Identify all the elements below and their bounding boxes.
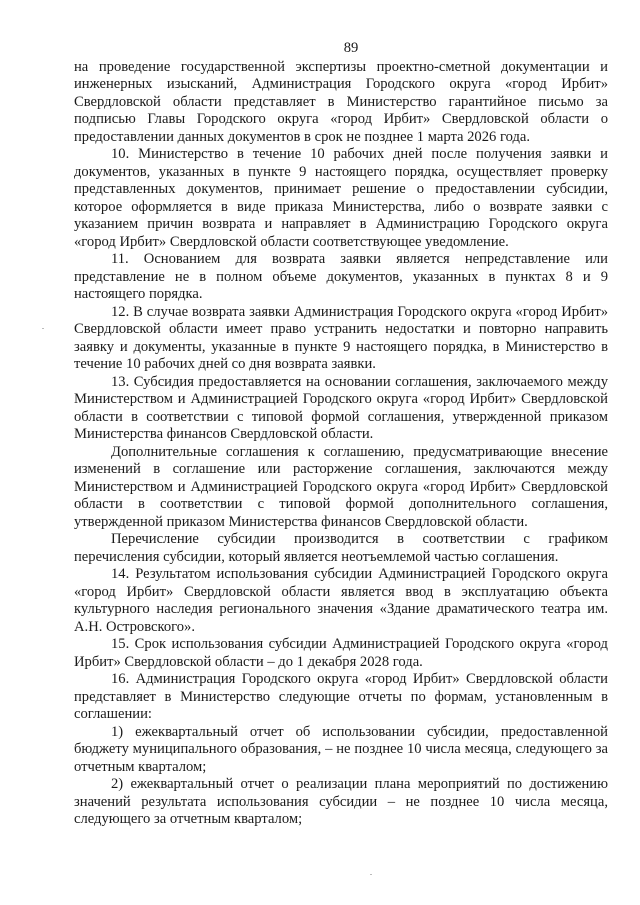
- paragraph-item-11: 11. Основанием для возврата заявки является непредставление или представление не в полном объеме документов, указанных в пунктах 8 и 9 настоящего порядка.: [74, 251, 608, 302]
- paragraph-additional-agreements: Дополнительные соглашения к соглашению, предусматривающие внесение изменений в соглашение или расторжение соглашения, заключаются между Министерством и Администрацией Городского округа «город Ирбит» Свердловской области в соответствии с типовой формой дополнительного соглашения, утвержденной приказом Министерства финансов Свердловской области.: [74, 443, 608, 530]
- paragraph-item-15: 15. Срок использования субсидии Администрацией Городского округа «город Ирбит» Свердловской области – до 1 декабря 2028 года.: [74, 636, 608, 670]
- paragraph-item-16: 16. Администрация Городского округа «город Ирбит» Свердловской области представляет в Министерство следующие отчеты по формам, установленным в соглашении:: [74, 671, 608, 722]
- paragraph-item-10: 10. Министерство в течение 10 рабочих дней после получения заявки и документов, указанных в пункте 9 настоящего порядка, осуществляет проверку представленных документов, принимает решение о предоставлении субсидии, которое оформляется в виде приказа Министерства, либо о возврате заявки с указанием причин возврата и направляет в Администрацию Городского округа «город Ирбит» Свердловской области соответствующее уведомление.: [74, 146, 608, 250]
- paragraph-subitem-1: 1) ежеквартальный отчет об использовании субсидии, предоставленной бюджету муниципального образования, – не позднее 10 числа месяца, следующего за отчетным кварталом;: [74, 723, 608, 775]
- paragraph-item-12: 12. В случае возврата заявки Администрация Городского округа «город Ирбит» Свердловской области имеет право устранить недостатки и повторно направить заявку и документы, указанные в пункте 9 настоящего порядка, в Министерство в течение 10 рабочих дней со дня возврата заявки.: [74, 303, 608, 372]
- paragraph-item-13: 13. Субсидия предоставляется на основании соглашения, заключаемого между Министерством и Администрацией Городского округа «город Ирбит» Свердловской области в соответствии с типовой формой соглашения, утвержденной приказом Министерства финансов Свердловской области.: [74, 373, 608, 442]
- scan-speck: [370, 874, 372, 875]
- paragraph-continuation: на проведение государственной экспертизы проектно-сметной документации и инженерных изысканий, Администрация Городского округа «город Ирбит» Свердловской области представляет в Министерство гарантийное письмо за подписью Главы Городского округа «город Ирбит» Свердловской области о предоставлении данных документов в срок не позднее 1 марта 2026 года.: [74, 58, 608, 145]
- document-page: [74, 40, 608, 829]
- scan-speck: [42, 328, 44, 329]
- paragraph-transfer-schedule: Перечисление субсидии производится в соответствии с графиком перечисления субсидии, который является неотъемлемой частью соглашения.: [74, 531, 608, 565]
- paragraph-item-14: 14. Результатом использования субсидии Администрацией Городского округа «город Ирбит» Свердловской области является ввод в эксплуатацию объекта культурного наследия регионального значения «Здание драматического театра им. А.Н. Островского».: [74, 566, 608, 635]
- page-number: 89: [343, 40, 359, 56]
- paragraph-subitem-2: 2) ежеквартальный отчет о реализации плана мероприятий по достижению значений результата использования субсидии – не позднее 10 числа месяца, следующего за отчетным кварталом;: [74, 776, 608, 827]
